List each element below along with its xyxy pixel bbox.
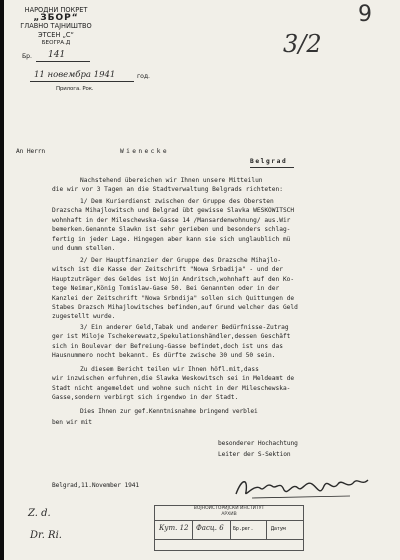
margin-note-2: Dr. Ri.	[30, 530, 62, 541]
recipient-city: Belgrad	[250, 158, 288, 165]
text-line: Drazscha Mihajlowitsch und Belgrad übt gewisse Slavka WESKOWITSCH	[52, 207, 295, 215]
stamp-line-2: АРХИВ	[221, 512, 237, 517]
text-line: Stabes Drazsch Mihajlowitsches befinden,auf Grund welcher das Geld	[52, 304, 298, 312]
text-line: und dumm stellen.	[52, 245, 116, 253]
stamp-cell	[155, 521, 193, 539]
stamp-cells	[155, 520, 303, 540]
date-underline	[30, 81, 134, 82]
priority-label: Прилога. Рок.	[56, 86, 94, 92]
text-line: wohnhaft in der Mileschewska-Gasse 14 /Mansardenwohnung/ aus.Wir	[52, 216, 291, 224]
text-line: tege Neimar,König Tomislaw-Gase 50. Bei Genannten oder in der	[52, 285, 280, 293]
regards: besonderer Hochachtung	[218, 440, 298, 447]
text-line: witsch ist die Kasse der Zeitschrift "Nowa Srbadija" - und der	[52, 266, 283, 274]
letterhead	[12, 6, 100, 47]
stamp-cell	[231, 521, 267, 539]
recipient-prefix: An Herrn	[16, 148, 46, 155]
letterhead-line: НАРОДНИ ПОКРЕТ	[24, 6, 88, 14]
text-line: 1/ Dem Kurierdienst zwischen der Gruppe des Obersten	[80, 198, 274, 205]
stamp-cell-1: Кут. 12	[159, 524, 189, 532]
text-line: wir inzwischen erfuhren,die Slawka Weskowitsch sei in Meldeamt de	[52, 375, 295, 383]
text-line: Stadt nicht angemeldet und wohne such nicht in der Mileschewska-	[52, 384, 291, 392]
number-underline	[36, 61, 90, 62]
margin-note-1: Z. d.	[28, 508, 51, 519]
number-label: Бр.	[22, 53, 32, 60]
closing-paragraph	[52, 365, 392, 403]
place-date: Belgrad,11.November 1941	[52, 482, 140, 489]
text-line: Zu diesem Bericht teilen wir Ihnen höfl.mit,dass	[80, 366, 259, 373]
signatory-title: Leiter der S-Sektion	[218, 451, 291, 458]
text-line: Kanzlei der Zeitschrift "Nowa Srbndija" sollen sich Quittungen de	[52, 294, 295, 302]
intro-paragraph	[52, 176, 392, 195]
file-number-note: 3/2	[283, 30, 322, 58]
archive-stamp	[154, 505, 304, 551]
letterhead-line: ЭТСЕН „С“	[38, 30, 74, 39]
text-line: Gasse,sondern verbirgt sich irgendwo in der Stadt.	[52, 394, 239, 402]
text-line: Nachstehend übereichen wir Ihnen unsere Mitteilun	[80, 177, 263, 184]
stamp-cell	[193, 521, 231, 539]
handwritten-signature	[232, 474, 372, 502]
stamp-cell	[267, 521, 303, 539]
text-line: Hausnummero nocht bekannt. Es dürfte zwische 30 und 50 sein.	[52, 352, 276, 360]
text-line: fertig in jeder Lage. Hingegen aber kann sie sich unglaublich mü	[52, 235, 291, 243]
stamp-cell-2: Фасц. 6	[196, 524, 224, 532]
text-line: zugestellt wurde.	[52, 313, 116, 321]
recipient-name: Wienecke	[120, 148, 170, 155]
stamp-cell-3: Бр.рег.	[233, 526, 254, 532]
date-suffix: год.	[137, 73, 150, 80]
page-number-note: 9	[358, 2, 372, 27]
stamp-cell-4: Датум	[271, 526, 286, 532]
text-line: ger ist Miloje Tschekerewatz,Spekulationshändler,dessen Geschäft	[52, 333, 291, 341]
item-2	[52, 256, 392, 322]
number-value: 141	[48, 50, 66, 60]
letterhead-line: БЕОГРА.Д	[41, 39, 71, 46]
text-line: die wir vor 3 Tagen an die Stadtverwaltung Belgrads richteten:	[52, 186, 283, 194]
city-underline	[250, 167, 294, 168]
closing-line-2: ben wir mit	[52, 419, 92, 426]
letterhead-line: ГЛАВНО ТАЈНИШТВО	[20, 22, 92, 31]
stamp-line-1: ВОЈНОИСТОРИЈСКИ ИНСТИТУТ	[193, 506, 265, 511]
scan-shadow	[0, 0, 4, 560]
item-3	[52, 323, 392, 361]
text-line: Hauptzuträger des Geldes ist Wojin Andritsch,wohnhaft auf den Ko-	[52, 275, 295, 283]
text-line: 2/ Der Hauptfinanzier der Gruppe des Drazsche Mihajlo-	[80, 257, 282, 264]
item-1	[52, 197, 392, 253]
text-line: sich in Boulevar der Befreiung-Gasse befindet,doch ist uns das	[52, 342, 283, 350]
closing-line: Dies Ihnen zur gef.Kenntnisnahme bringend verblei	[80, 408, 258, 415]
text-line: bemerken.Genannte Slawkn ist sehr gerieben und besonders schlag-	[52, 226, 291, 234]
letterhead-line: „ЗБОР“	[33, 13, 79, 24]
text-line: 3/ Ein anderer Geld,Tabak und anderer Bedürfnisse-Zutrag	[80, 324, 289, 331]
date-value: 11 новембра 1941	[34, 70, 116, 80]
